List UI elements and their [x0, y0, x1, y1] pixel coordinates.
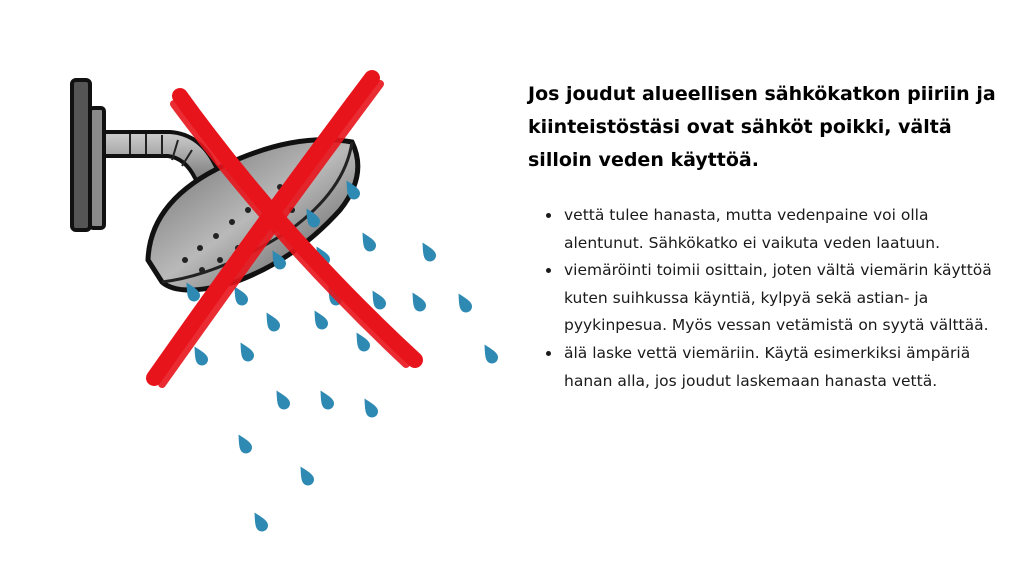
- water-drop-icon: [315, 387, 336, 411]
- shower-illustration: [50, 60, 520, 550]
- water-drop-icon: [261, 309, 282, 333]
- water-drop-icon: [479, 341, 500, 365]
- water-drop-icon: [249, 509, 270, 533]
- water-drop-icon: [417, 239, 438, 263]
- water-drop-icon: [453, 290, 474, 314]
- heading: Jos joudut alueellisen sähkökatkon piiriin ja kiinteistöstäsi ovat sähköt poikki, vältä silloin veden käyttöä.: [528, 83, 996, 171]
- water-drop-icon: [309, 307, 330, 331]
- water-drop-icon: [271, 387, 292, 411]
- bullet-item: • älä laske vettä viemäriin. Käytä esimerkiksi ämpäriä hanan alla, jos joudut laskemaan hanasta vettä.: [562, 340, 1002, 395]
- bullet-item: • viemäröinti toimii osittain, joten vältä viemärin käyttöä kuten suihkussa käyntiä, kylpyä sekä astian- ja pyykinpesua. Myös vessan vetämistä on syytä välttää.: [562, 257, 1002, 340]
- bullet-list: [540, 202, 1002, 395]
- water-drop-icon: [359, 395, 380, 419]
- bullet-item: • vettä tulee hanasta, mutta vedenpaine voi olla alentunut. Sähkökatko ei vaikuta veden laatuun.: [562, 202, 1002, 257]
- wall-mount-icon: [72, 80, 104, 230]
- water-drop-icon: [407, 289, 428, 313]
- water-drop-icon: [235, 339, 256, 363]
- water-drop-icon: [295, 463, 316, 487]
- water-drop-icon: [233, 431, 254, 455]
- water-drop-icon: [357, 229, 378, 253]
